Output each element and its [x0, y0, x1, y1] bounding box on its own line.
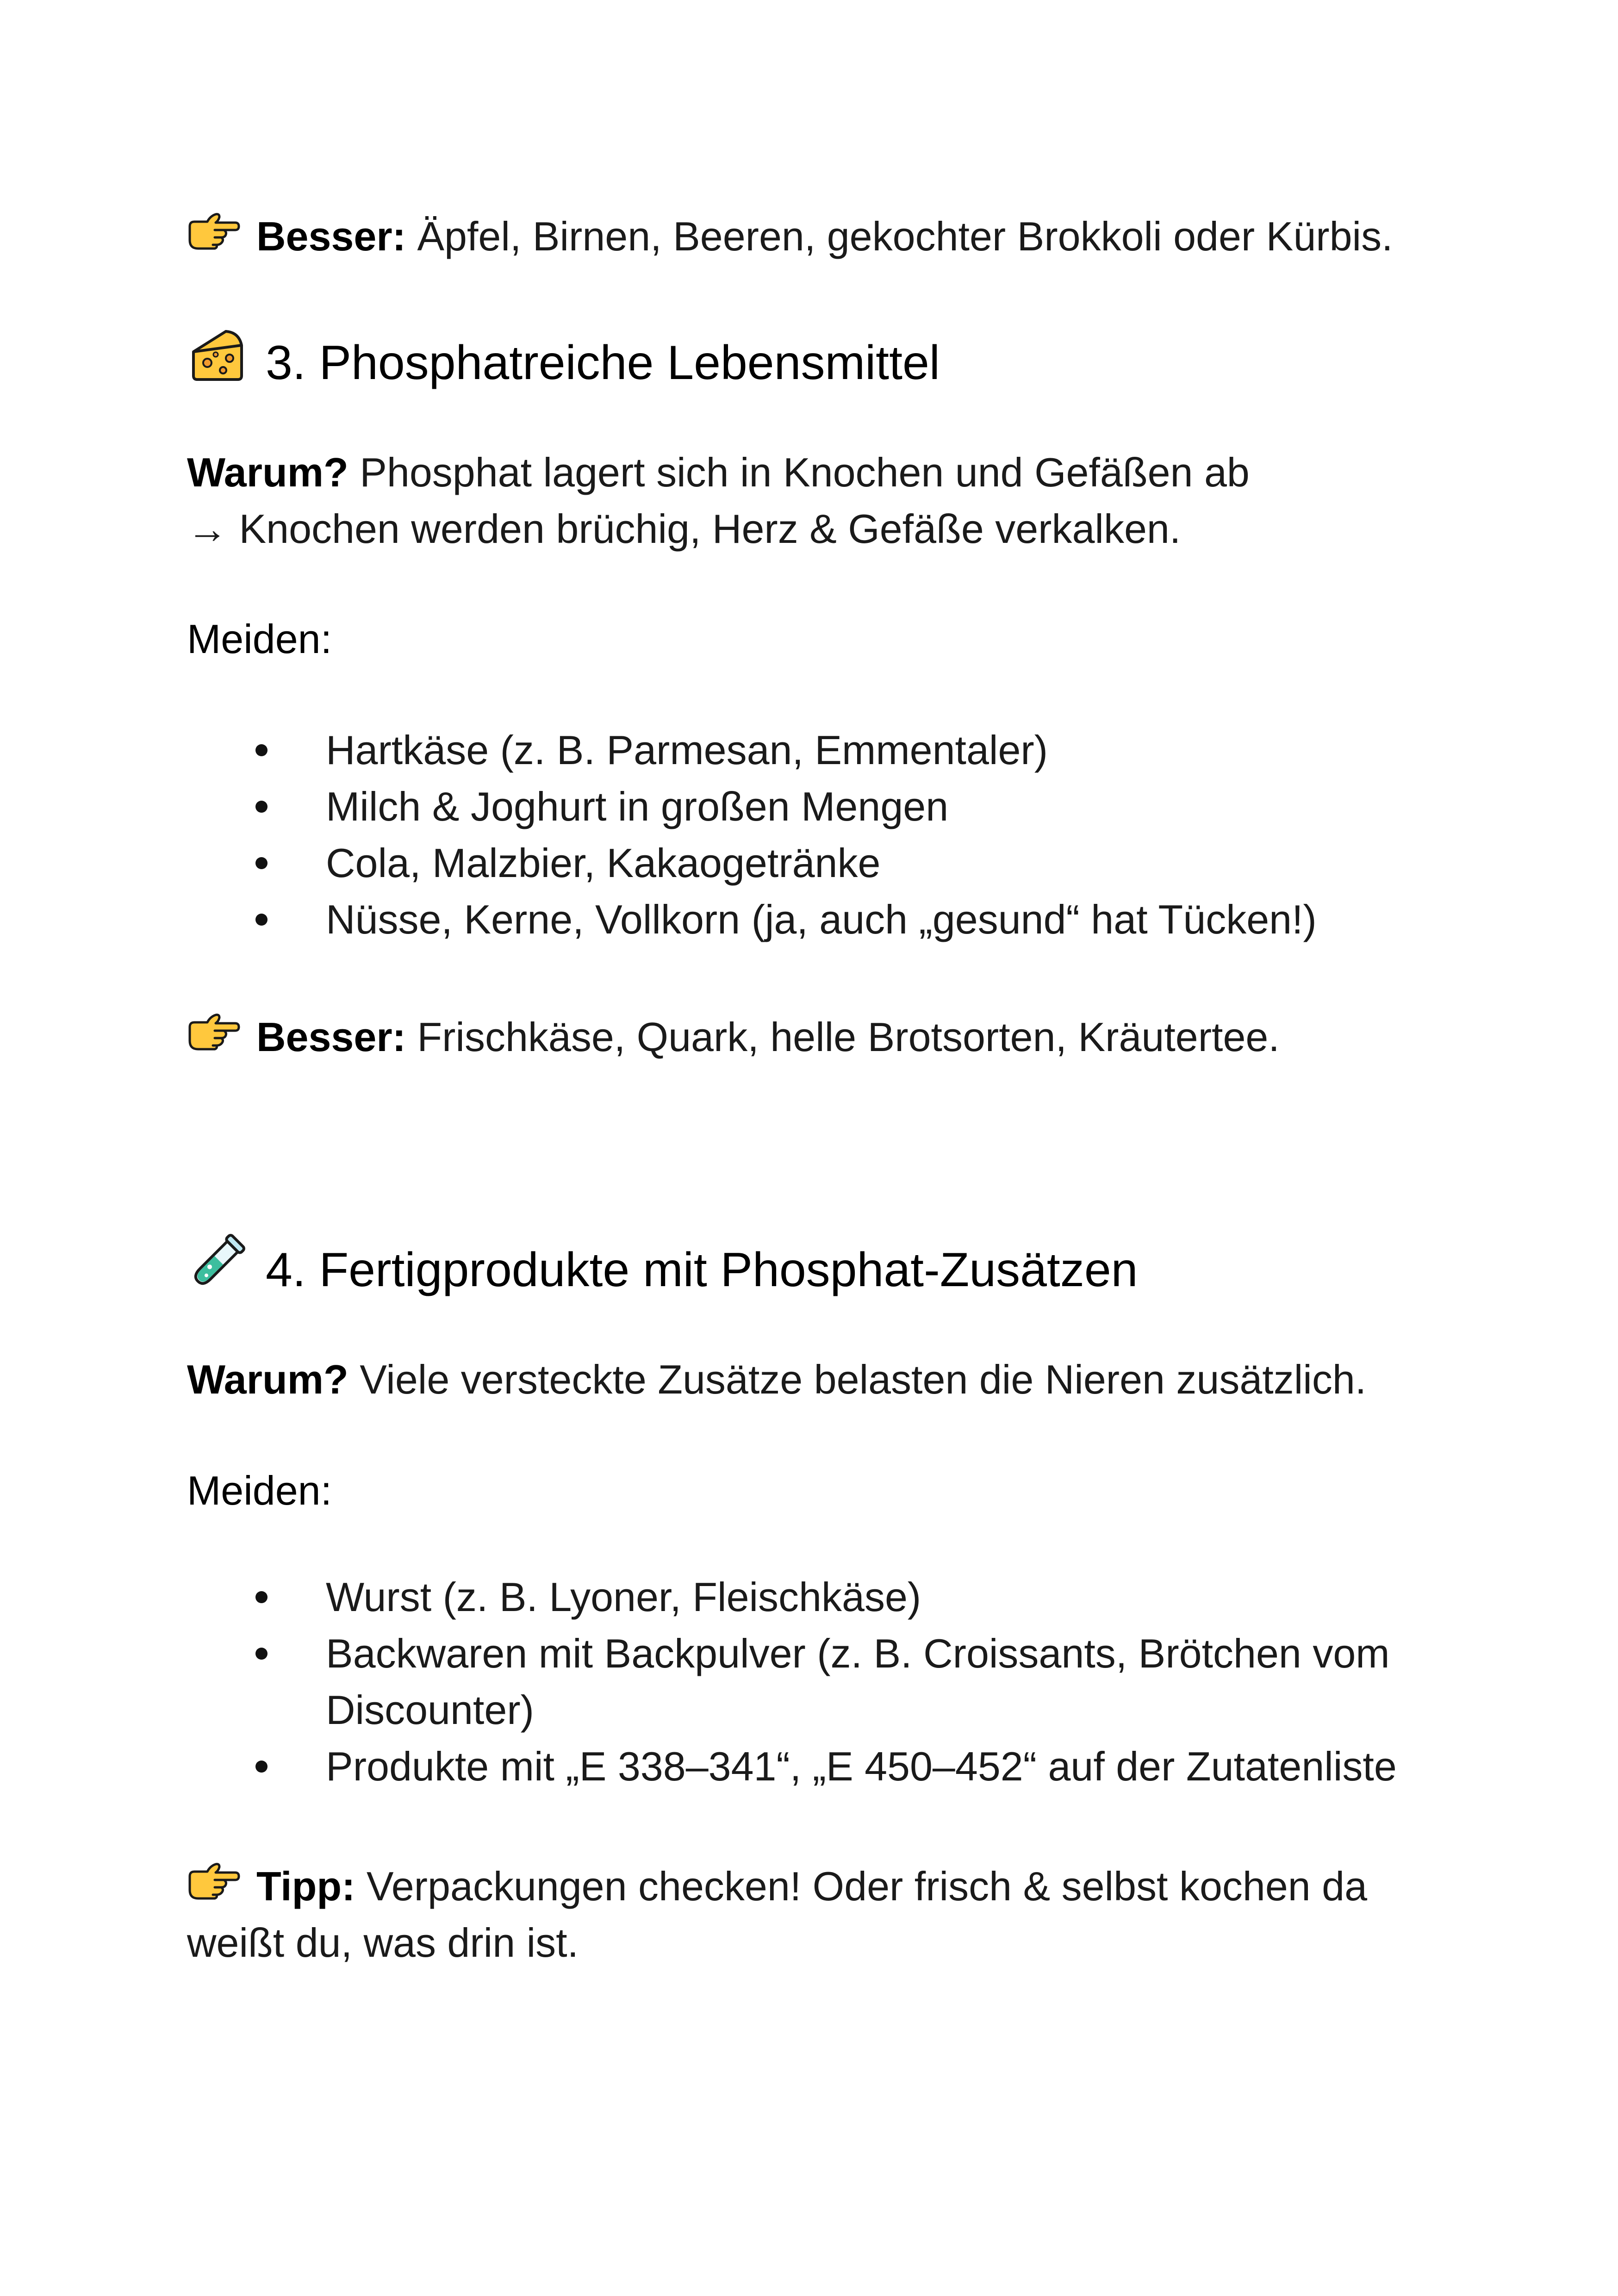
hint-text: Äpfel, Birnen, Beeren, gekochter Brokkoli oder Kürbis. — [417, 213, 1393, 259]
list-item: Cola, Malzbier, Kakaogetränke — [187, 835, 1317, 891]
tip-label: Tipp: — [256, 1863, 355, 1909]
section-4-title: 4. Fertigprodukte mit Phosphat-Zusätzen — [266, 1243, 1138, 1297]
list-item: Hartkäse (z. B. Parmesan, Emmentaler) — [187, 722, 1317, 778]
why-text: Viele versteckte Zusätze belasten die Nieren zusätzlich. — [360, 1356, 1367, 1402]
pointing-hand-icon — [187, 1858, 241, 1915]
section-4-heading — [187, 1231, 1138, 1308]
section-3-avoid-label: Meiden: — [187, 616, 332, 662]
section-3-why — [187, 444, 1250, 557]
section-3-heading — [187, 324, 940, 401]
cheese-icon — [187, 324, 248, 401]
hint-label: Besser: — [256, 1014, 406, 1060]
bullet — [255, 801, 268, 813]
pointing-hand-icon — [187, 208, 241, 265]
test-tube-icon — [187, 1231, 248, 1308]
pointing-hand-icon — [187, 1009, 241, 1065]
list-item: Backwaren mit Backpulver (z. B. Croissants, Brötchen vom Discounter) — [187, 1625, 1397, 1738]
list-item: Nüsse, Kerne, Vollkorn (ja, auch „gesund“ hat Tücken!) — [187, 891, 1317, 948]
tip-block — [187, 1858, 1367, 1971]
hint-text: Frischkäse, Quark, helle Brotsorten, Kräutertee. — [417, 1014, 1280, 1060]
hint-better-dairy — [187, 1009, 1280, 1065]
section-4-why — [187, 1351, 1366, 1408]
section-4-avoid-label: Meiden: — [187, 1468, 332, 1513]
hint-label: Besser: — [256, 213, 406, 259]
list-item: Wurst (z. B. Lyoner, Fleischkäse) — [187, 1569, 1397, 1625]
hint-better-fruits — [187, 208, 1393, 265]
bullet — [255, 1761, 268, 1773]
why-line-1: Phosphat lagert sich in Knochen und Gefäßen ab — [360, 449, 1250, 495]
section-4-avoid-list — [187, 1569, 1397, 1795]
why-label: Warum? — [187, 449, 348, 495]
tip-line-1: Verpackungen checken! Oder frisch & selbst kochen da — [366, 1863, 1368, 1909]
why-label: Warum? — [187, 1356, 348, 1402]
why-line-2: → Knochen werden brüchig, Herz & Gefäße verkalken. — [187, 506, 1181, 552]
bullet — [255, 914, 268, 926]
section-3-avoid-list — [187, 722, 1317, 948]
section-3-title: 3. Phosphatreiche Lebensmittel — [266, 336, 940, 390]
bullet — [255, 857, 268, 869]
tip-line-2: weißt du, was drin ist. — [187, 1920, 579, 1966]
bullet — [255, 1591, 268, 1603]
list-item: Produkte mit „E 338–341“, „E 450–452“ auf der Zutatenliste — [187, 1738, 1397, 1795]
bullet — [255, 744, 268, 756]
list-item: Milch & Joghurt in großen Mengen — [187, 778, 1317, 835]
bullet — [255, 1648, 268, 1660]
